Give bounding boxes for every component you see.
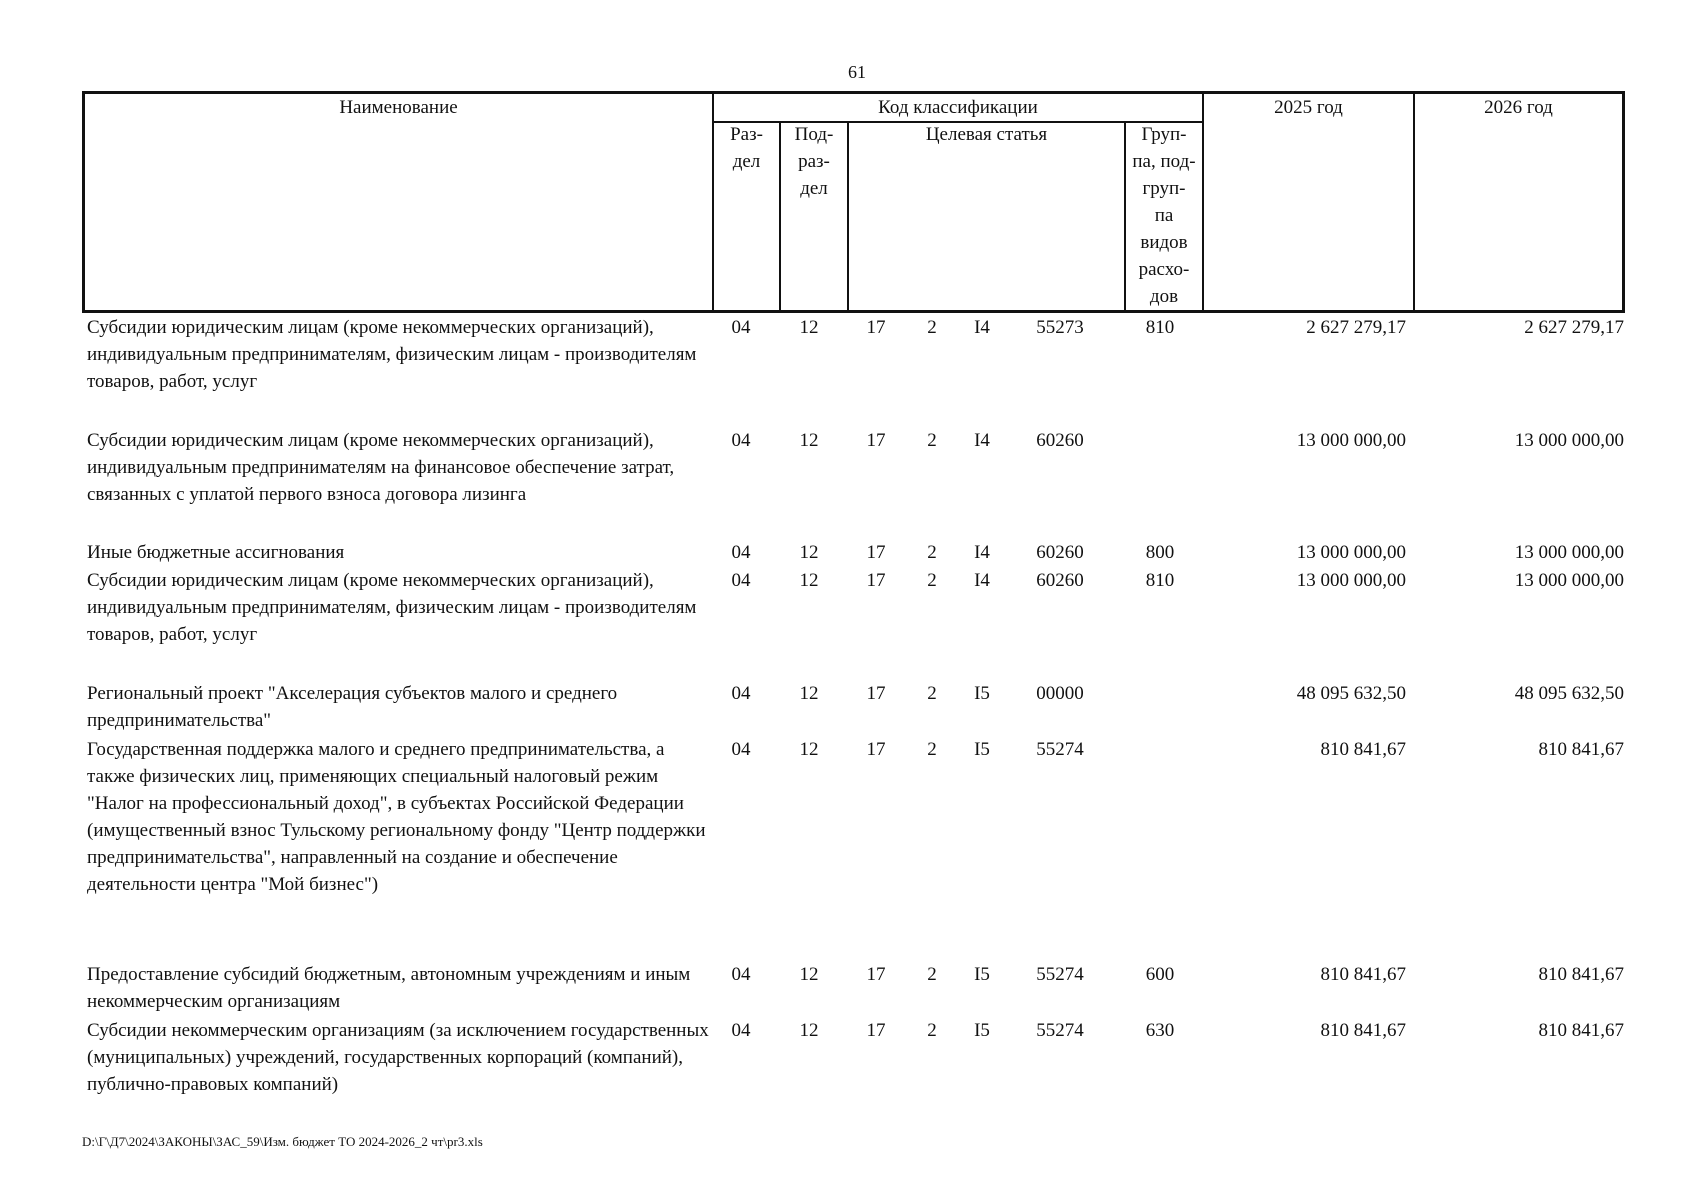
header-classification: Код классификации [878,97,1038,118]
row-target-direction: 60260 [1036,430,1084,451]
row-razdel: 04 [731,317,751,338]
row-podrazdel: 12 [799,317,819,338]
row-target-project: I4 [974,570,990,591]
header-name: Наименование [339,97,458,118]
row-amount-2026: 13 000 000,00 [1514,542,1624,563]
row-name: Региональный проект "Акселерация субъектов малого и среднего предпринимательства" [87,683,618,731]
row-target-project: I4 [974,430,990,451]
row-podrazdel: 12 [799,683,819,704]
row-amount-2026: 13 000 000,00 [1514,430,1624,451]
page-number: 61 [848,62,866,82]
row-target-subprogram: 2 [927,1020,937,1041]
row-razdel: 04 [731,430,751,451]
row-name: Субсидии юридическим лицам (кроме некоммерческих организаций), индивидуальным предпринимателям, физическим лицам - производителям товаров, работ, услуг [87,317,697,392]
row-podrazdel: 12 [799,1020,819,1041]
row-podrazdel: 12 [799,570,819,591]
table-header [82,91,1625,313]
row-razdel: 04 [731,739,751,760]
row-podrazdel: 12 [799,964,819,985]
row-target-subprogram: 2 [927,570,937,591]
row-razdel: 04 [731,964,751,985]
row-expense-group: 810 [1145,317,1175,338]
row-target-subprogram: 2 [927,542,937,563]
row-target-direction: 55274 [1036,739,1084,760]
row-target-direction: 55273 [1036,317,1084,338]
row-amount-2026: 810 841,67 [1538,964,1624,985]
row-target-subprogram: 2 [927,317,937,338]
row-target-program: 17 [866,542,886,563]
row-target-program: 17 [866,683,886,704]
file-path-footer: D:\Г\Д7\2024\ЗАКОНЫ\ЗАС_59\Изм. бюджет ТО 2024-2026_2 чт\pr3.xls [82,1134,483,1149]
row-amount-2025: 13 000 000,00 [1296,430,1406,451]
row-amount-2025: 810 841,67 [1320,739,1406,760]
header-razdel: Раз- дел [730,124,763,172]
row-target-direction: 60260 [1036,542,1084,563]
row-razdel: 04 [731,1020,751,1041]
row-target-program: 17 [866,430,886,451]
row-expense-group: 600 [1145,964,1175,985]
row-target-program: 17 [866,1020,886,1041]
row-expense-group: 810 [1145,570,1175,591]
row-expense-group: 630 [1145,1020,1175,1041]
row-target-subprogram: 2 [927,964,937,985]
row-target-project: I5 [974,683,990,704]
row-target-direction: 60260 [1036,570,1084,591]
row-amount-2025: 13 000 000,00 [1296,570,1406,591]
row-amount-2026: 810 841,67 [1538,739,1624,760]
row-name: Предоставление субсидий бюджетным, автономным учреждениям и иным некоммерческим организациям [87,964,691,1012]
row-target-project: I4 [974,542,990,563]
row-target-program: 17 [866,739,886,760]
row-amount-2025: 810 841,67 [1320,964,1406,985]
row-razdel: 04 [731,683,751,704]
row-name: Иные бюджетные ассигнования [87,542,345,563]
row-razdel: 04 [731,570,751,591]
row-name: Субсидии юридическим лицам (кроме некоммерческих организаций), индивидуальным предпринимателям на финансовое обеспечение затрат, связанных с уплатой первого взноса договора лизинга [87,430,675,505]
row-amount-2025: 2 627 279,17 [1306,317,1406,338]
header-group: Груп- па, под- груп- па видов расхо- дов [1132,124,1196,307]
row-target-subprogram: 2 [927,739,937,760]
row-amount-2025: 48 095 632,50 [1296,683,1406,704]
row-target-subprogram: 2 [927,430,937,451]
row-amount-2026: 810 841,67 [1538,1020,1624,1041]
row-podrazdel: 12 [799,739,819,760]
header-year-2025: 2025 год [1274,97,1343,118]
row-amount-2026: 2 627 279,17 [1524,317,1624,338]
header-year-2026: 2026 год [1484,97,1553,118]
row-target-project: I5 [974,964,990,985]
row-amount-2026: 13 000 000,00 [1514,570,1624,591]
row-amount-2025: 810 841,67 [1320,1020,1406,1041]
row-target-program: 17 [866,317,886,338]
header-target: Целевая статья [925,124,1048,145]
row-name: Государственная поддержка малого и среднего предпринимательства, а также физических лиц, применяющих специальный налоговый режим "Налог на профессиональный доход", в субъектах Российской Федерации (имущественный взнос Тульскому региональному фонду "Центр поддержки предпринимательства", направленный на создание и обеспечение деятельности центра "Мой бизнес") [87,739,706,895]
row-name: Субсидии юридическим лицам (кроме некоммерческих организаций), индивидуальным предпринимателям, физическим лицам - производителям товаров, работ, услуг [87,570,697,645]
row-name: Субсидии некоммерческим организациям (за исключением государственных (муниципальных) учреждений, государственных корпораций (компаний), публично-правовых компаний) [87,1020,709,1095]
row-podrazdel: 12 [799,542,819,563]
row-expense-group: 800 [1145,542,1175,563]
row-amount-2026: 48 095 632,50 [1514,683,1624,704]
row-target-program: 17 [866,570,886,591]
row-razdel: 04 [731,542,751,563]
row-target-direction: 55274 [1036,1020,1084,1041]
row-target-project: I4 [974,317,990,338]
row-target-subprogram: 2 [927,683,937,704]
row-target-project: I5 [974,739,990,760]
row-podrazdel: 12 [799,430,819,451]
header-podrazdel: Под- раз- дел [794,124,834,199]
row-target-direction: 00000 [1036,683,1084,704]
row-target-direction: 55274 [1036,964,1084,985]
row-amount-2025: 13 000 000,00 [1296,542,1406,563]
row-target-program: 17 [866,964,886,985]
row-target-project: I5 [974,1020,990,1041]
